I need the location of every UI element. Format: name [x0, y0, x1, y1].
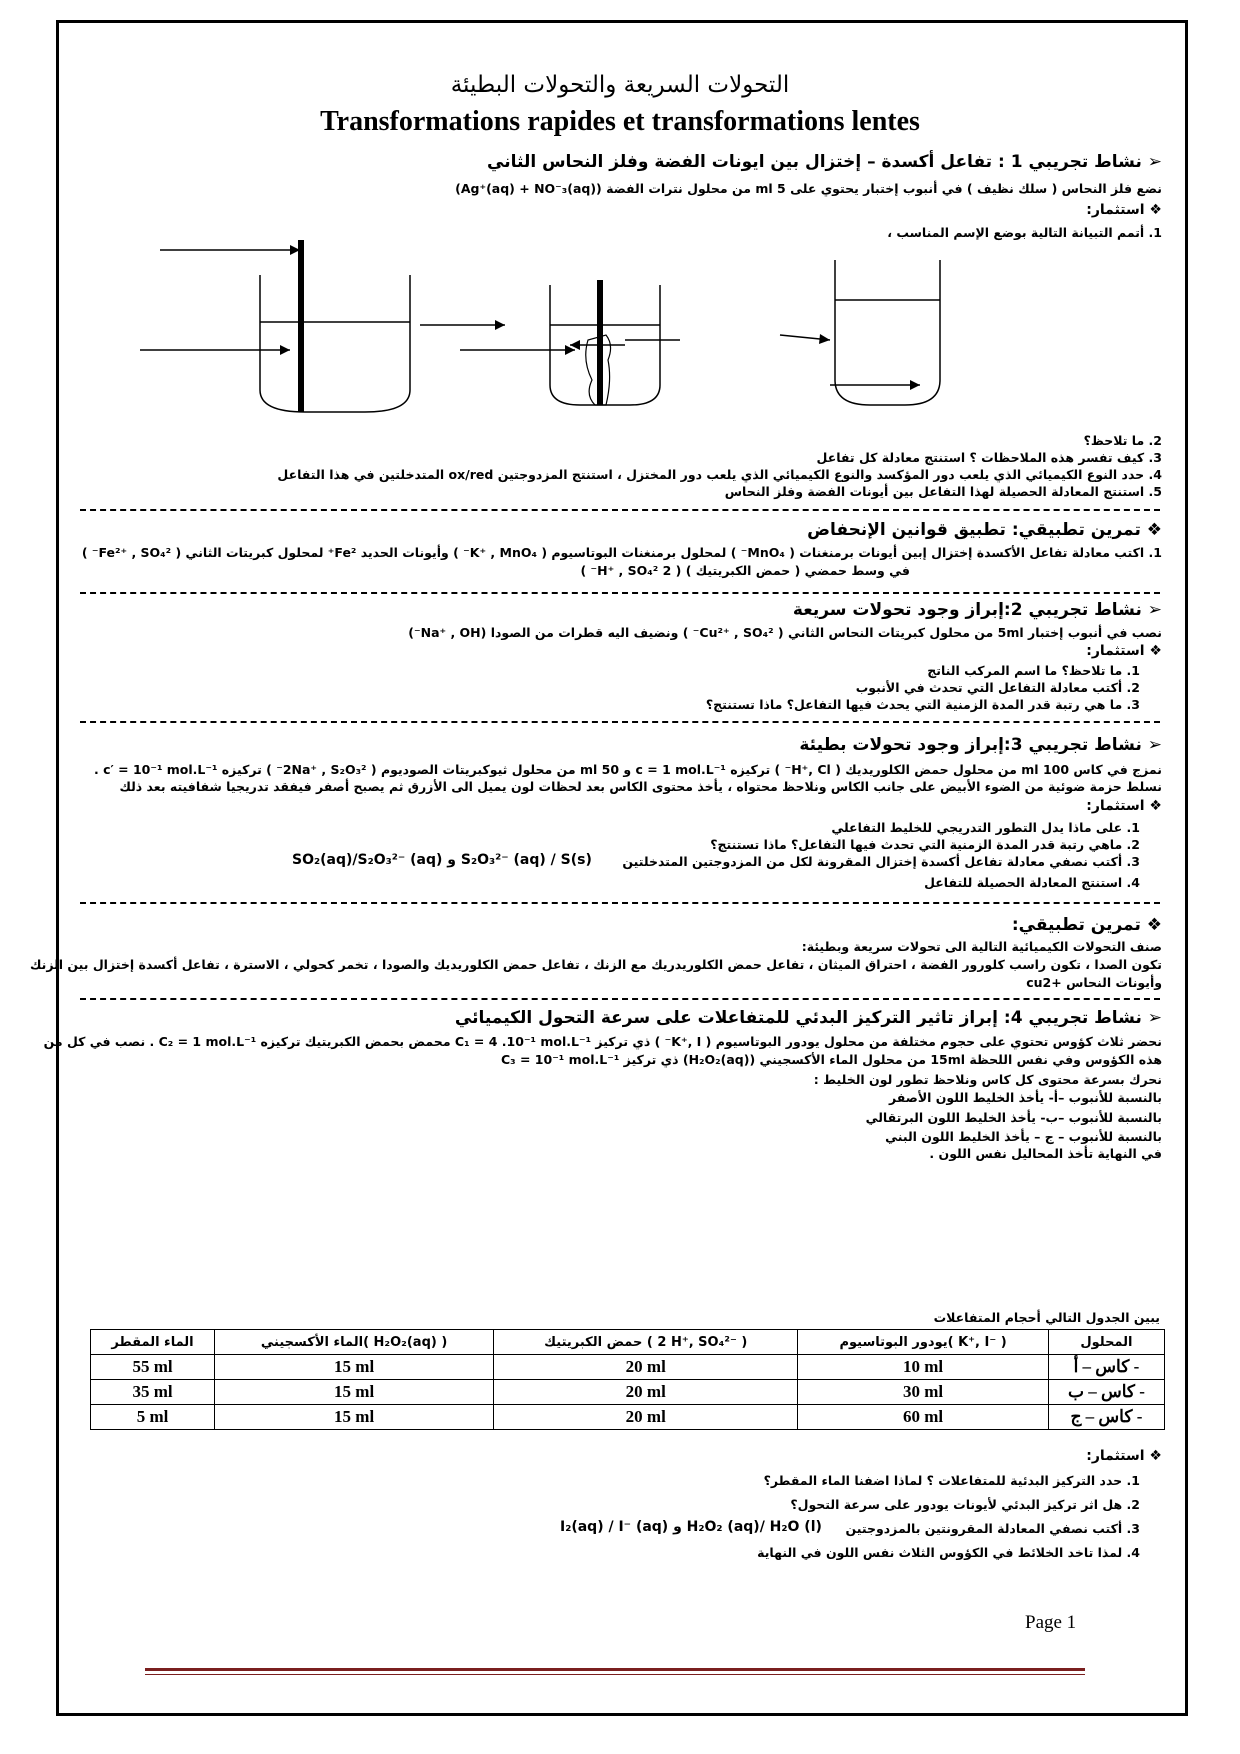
table-header-cell: الماء الأكسجيني( H₂O₂(aq) )	[215, 1330, 494, 1355]
activity3-heading: ➢ نشاط تجريبي 3:إبراز وجود تحولات بطيئة	[799, 735, 1162, 755]
activity4-q4: 4. لمذا تاخد الخلائط في الكؤوس الثلاث نفس اللون في النهاية	[757, 1545, 1140, 1560]
table-cell: 5 ml	[91, 1405, 215, 1430]
table-cell: 20 ml	[494, 1355, 798, 1380]
exercise1-line2: في وسط حمضي ( حمض الكبريتيك ) ( 2 H⁺ , SO₄²⁻ )	[580, 563, 910, 578]
separator	[80, 509, 1160, 511]
activity2-q1: 1. ما تلاحظ؟ ما اسم المركب الناتج	[927, 663, 1140, 678]
separator	[80, 592, 1160, 594]
activity4-line6: بالنسبة للأنبوب – ج – يأخذ الخليط اللون البني	[885, 1129, 1162, 1144]
activity4-line5: بالنسبة للأنبوب –ب- يأخذ الخليط اللون البرتقالي	[865, 1110, 1162, 1125]
title-arabic: التحولات السريعة والتحولات البطيئة	[450, 72, 790, 98]
activity1-heading: ➢ نشاط تجريبي 1 : تفاعل أكسدة – إختزال بين ايونات الفضة وفلز النحاس الثاني	[487, 152, 1162, 172]
activity1-q5: 5. استنتج المعادلة الحصيلة لهذا التفاعل بين أيونات الفضة وفلز النحاس	[724, 484, 1162, 499]
footer-rule	[145, 1668, 1085, 1671]
table-cell: كاس – ج -	[1048, 1405, 1164, 1430]
beaker-1	[260, 275, 410, 412]
table-cell: 20 ml	[494, 1405, 798, 1430]
activity3-explore: ❖ استثمار:	[1086, 798, 1162, 814]
table-cell: 15 ml	[215, 1380, 494, 1405]
table-cell: كاس – أ -	[1048, 1355, 1164, 1380]
table-header-cell: يودور البوتاسيوم( K⁺, I⁻ )	[798, 1330, 1049, 1355]
table-cell: 10 ml	[798, 1355, 1049, 1380]
arrowhead-3b	[910, 380, 920, 390]
activity2-intro: نصب في أنبوب إختبار 5ml من محلول كبريتات النحاس الثاني ( Cu²⁺ , SO₄²⁻ ) ونضيف اليه قطرات من الصودا (Na⁺ , OH⁻)	[408, 625, 1162, 640]
table-cell: 15 ml	[215, 1405, 494, 1430]
activity4-line1: نحضر ثلاث كؤوس تحتوي على حجوم مختلفة من محلول يودور البوتاسيوم ( K⁺, I⁻ ) ذي تركيز C₁ = 4 .10⁻¹ mol.L⁻¹ محمض بحمض الكبريتيك تركيزه C₂ = 1 mol.L⁻¹ . نصب في كل من	[43, 1034, 1162, 1049]
exercise2-heading: ❖ تمرين تطبيقي:	[1011, 915, 1162, 935]
activity2-explore: ❖ استثمار:	[1086, 643, 1162, 659]
arrowhead-2a	[495, 320, 505, 330]
activity4-q1: 1. حدد التركيز البدئية للمتفاعلات ؟ لماذا اضفنا الماء المقطر؟	[763, 1473, 1140, 1488]
activity3-q3: 3. أكتب نصفي معادلة تفاعل أكسدة إختزال المقرونة لكل من المزدوجتين المتدخلتين	[622, 854, 1140, 869]
exercise1-line1: 1. اكتب معادلة تفاعل الأكسدة إختزال إبين أيونات برمنغنات ( MnO₄⁻ ) لمحلول برمنغنات البوتاسيوم ( K⁺ , MnO₄⁻ ) وأيونات الحديد Fe²⁺ لمحلول كبريتات الثاني ( Fe²⁺ , SO₄²⁻ )	[81, 545, 1162, 560]
activity4-line2: هذه الكؤوس وفي نفس اللحظة 15ml من محلول الماء الأكسجيني (H₂O₂(aq)) ذي تركيز C₃ = 10⁻¹ mol.L⁻¹	[500, 1052, 1162, 1067]
activity1-q2: 2. ما تلاحظ؟	[1083, 433, 1162, 448]
copper-wire-2	[597, 280, 603, 405]
footer-rule-thin	[145, 1674, 1085, 1675]
activity1-q1: 1. أتمم التبيانة التالية بوضع الإسم المناسب ،	[887, 225, 1162, 240]
activity4-line4: بالنسبة للأنبوب –أ- يأخذ الخليط اللون الأصفر	[888, 1090, 1162, 1105]
activity1-q3: 3. كيف تفسر هذه الملاحظات ؟ استنتج معادلة كل تفاعل	[816, 450, 1162, 465]
table-cell: 60 ml	[798, 1405, 1049, 1430]
activity3-q3-formula: SO₂(aq)/S₂O₃²⁻ (aq) و S₂O₃²⁻ (aq) / S(s)	[292, 852, 592, 868]
table-caption: يبين الجدول التالي أحجام المتفاعلات	[933, 1310, 1160, 1325]
separator	[80, 998, 1160, 1000]
activity3-intro2: نسلط حزمة ضوئية من الضوء الأبيض على جانب الكاس ونلاحظ محتواه ، يأخذ محتوى الكاس بعد لحظات لون يميل الى الأزرق ثم يصبح أصفر فيفقد تدريجيا شفافيته بعد ذلك	[119, 779, 1162, 794]
activity4-q2: 2. هل اثر تركيز البدئي لأيونات يودور على سرعة التحول؟	[790, 1497, 1140, 1512]
activity3-q2: 2. ماهي رتبة قدر المدة الزمنية التي تحدث فيها التفاعل؟ ماذا تستنتج؟	[710, 837, 1140, 852]
activity2-q2: 2. أكتب معادلة التفاعل التي تحدث في الأنبوب	[855, 680, 1140, 695]
activity4-q3-formula: I₂(aq) / I⁻ (aq) و H₂O₂ (aq)/ H₂O (l)	[560, 1519, 822, 1535]
arrowhead-3a	[819, 334, 830, 344]
arrowhead-1b	[280, 345, 290, 355]
table-cell: كاس – ب -	[1048, 1380, 1164, 1405]
table-header-cell: حمض الكبريتيك ( 2 H⁺, SO₄²⁻ )	[494, 1330, 798, 1355]
activity4-heading: ➢ نشاط تجريبي 4: إبراز تاثير التركيز البدئي للمتفاعلات على سرعة التحول الكيميائي	[454, 1008, 1162, 1028]
table-header-row	[91, 1330, 1165, 1355]
activity4-line3: نحرك بسرعة محتوى كل كاس ونلاحظ تطور لون الخليط :	[813, 1072, 1162, 1087]
copper-wire-1	[298, 240, 304, 412]
activity4-q3: 3. أكتب نصفي المعادلة المقرونتين بالمزدوجتين	[845, 1521, 1140, 1536]
page-number: Page 1	[1025, 1612, 1077, 1633]
title-french: Transformations rapides et transformations lentes	[320, 106, 920, 137]
separator	[80, 721, 1160, 723]
activity1-explore: ❖ استثمار:	[1086, 202, 1162, 218]
table-cell: 35 ml	[91, 1380, 215, 1405]
activity4-explore: ❖ استثمار:	[1086, 1448, 1162, 1464]
table-row	[91, 1355, 1165, 1380]
experiment-diagram	[130, 240, 1080, 440]
activity2-heading: ➢ نشاط تجريبي 2:إبراز وجود تحولات سريعة	[792, 600, 1162, 620]
table-header-cell: المحلول	[1048, 1330, 1164, 1355]
activity3-q4: 4. استنتج المعادلة الحصيلة للتفاعل	[924, 875, 1140, 890]
exercise2-line3: وأيونات النحاس +cu2	[1026, 975, 1162, 990]
table-header-cell: الماء المقطر	[91, 1330, 215, 1355]
table-row	[91, 1405, 1165, 1430]
table-cell: 55 ml	[91, 1355, 215, 1380]
exercise2-line1: صنف التحولات الكيميائية التالية الى تحولات سريعة وبطيئة:	[801, 939, 1162, 954]
table-row	[91, 1380, 1165, 1405]
separator	[80, 902, 1160, 904]
exercise2-line2: تكون الصدا ، تكون راسب كلورور الفضة ، احتراق الميثان ، تفاعل حمض الكلوريدريك مع الزنك ، تفاعل حمض الكلوريديك والصودا ، تخمر كحولي ، الاسترة ، تفاعل أكسدة إختزال بين الزنك	[29, 957, 1162, 972]
table-cell: 20 ml	[494, 1380, 798, 1405]
activity3-intro1: نمزج في كاس 100 ml من محلول حمض الكلوريديك ( H⁺, Cl⁻ ) تركيزه c = 1 mol.L⁻¹ و 50 ml من محلول ثيوكبريتات الصوديوم ( 2Na⁺ , S₂O₃²⁻ ) تركيزه c′ = 10⁻¹ mol.L⁻¹ .	[93, 762, 1162, 777]
exercise1-heading: ❖ تمرين تطبيقي: تطبيق قوانين الإنحفاض	[807, 520, 1162, 540]
table-cell: 15 ml	[215, 1355, 494, 1380]
reactants-table	[90, 1329, 1165, 1430]
test-tube	[835, 260, 940, 405]
activity3-q1: 1. على ماذا يدل التطور التدريجي للخليط التفاعلي	[831, 820, 1140, 835]
activity1-intro: نضع فلز النحاس ( سلك نظيف ) في أنبوب إختبار يحتوي على 5 ml من محلول نترات الفضة (Ag⁺(aq) + NO⁻₃(aq))	[455, 181, 1162, 196]
table-cell: 30 ml	[798, 1380, 1049, 1405]
activity2-q3: 3. ما هي رتبة قدر المدة الزمنية التي يحدث فيها التفاعل؟ ماذا تستنتج؟	[705, 697, 1140, 712]
activity4-line7: في النهاية تأخذ المحاليل نفس اللون .	[929, 1146, 1162, 1161]
activity1-q4: 4. حدد النوع الكيميائي الذي يلعب دور المؤكسد والنوع الكيميائي الذي يلعب دور المختزل ، استنتج المزدوجتين ox/red المتدخلتين في هذا التفاعل	[277, 467, 1162, 482]
